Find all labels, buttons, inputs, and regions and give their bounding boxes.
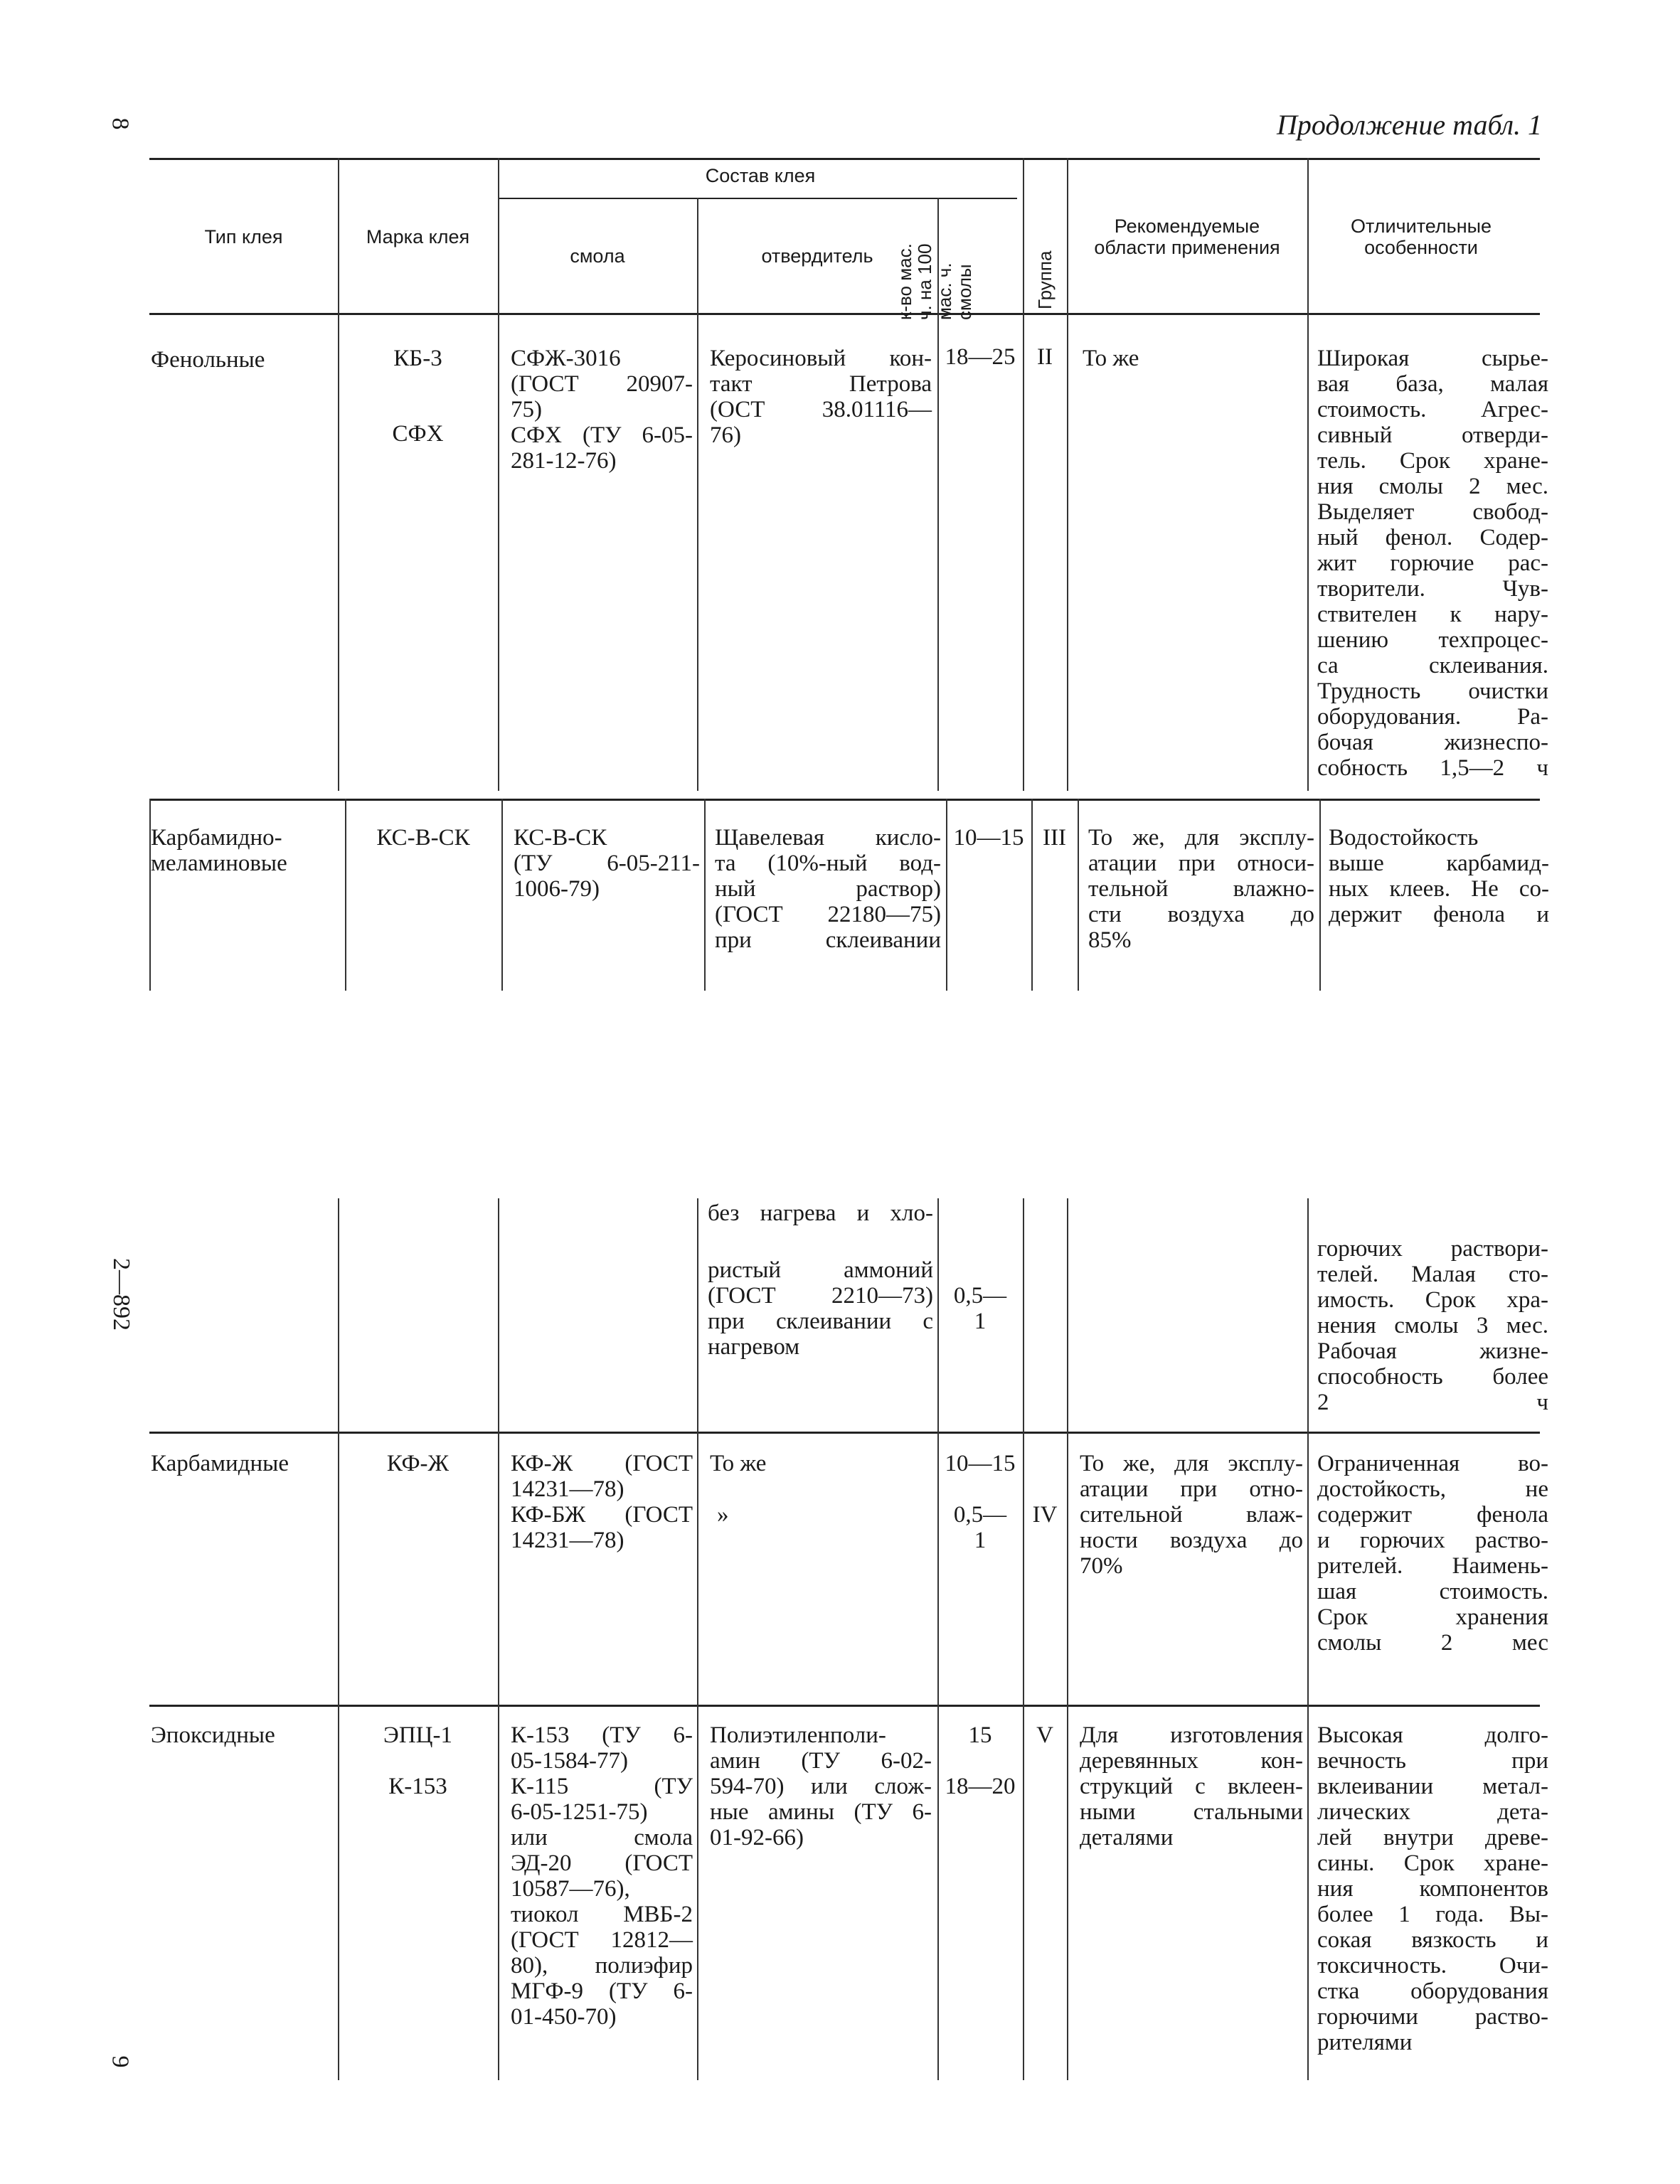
phenolic-brand-2: СФХ — [392, 421, 444, 447]
carb-resin: КФ-Ж (ГОСТ 14231—78) КФ-БЖ (ГОСТ 14231—78) — [511, 1451, 693, 1553]
header-brand: Марка клея — [366, 226, 470, 247]
col-rule — [697, 198, 698, 791]
header-group: Группа — [1034, 250, 1056, 309]
col-rule — [704, 799, 706, 991]
col-rule — [1067, 1198, 1068, 2080]
cm-application: То же, для эксплу- атации при относи- тельной влажно- сти воздуха до 85% — [1088, 825, 1314, 953]
cont-hardener-2: ристый аммоний (ГОСТ 2210—73) при склеивании с нагревом — [708, 1257, 933, 1360]
cm-resin: КС-В-СК (ТУ 6-05-211- 1006-79) — [514, 825, 700, 902]
header-bottom-rule — [149, 313, 1540, 315]
phenolic-amount: 18—25 — [945, 344, 1016, 370]
epoxy-amount-1: 15 — [968, 1722, 992, 1748]
col-rule — [1319, 799, 1321, 991]
phenolic-brand-1: КБ-3 — [393, 346, 442, 371]
epoxy-features: Высокая долго- вечность при вклеивании метал- лических дета- лей внутри древе- сины. Срок хране- ния компонентов более 1 года. Вы- сокая вязкость и токсичность. Очи- стка оборудования горючими раство- рителями — [1317, 1722, 1548, 2055]
phenolic-application: То же — [1083, 346, 1139, 371]
epoxy-hardener: Полиэтиленполи- амин (ТУ 6-02- 594-70) или слож- ные амины (ТУ 6- 01-92-66) — [710, 1722, 932, 1850]
cm-amount: 10—15 — [953, 825, 1024, 851]
row-rule-1 — [149, 799, 1540, 801]
page-number-top: 8 — [107, 117, 134, 130]
epoxy-group: V — [1036, 1722, 1053, 1748]
epoxy-type: Эпоксидные — [151, 1722, 275, 1748]
carb-features: Ограниченная во- достойкость, не содержит фенола и горючих раство- рителей. Наимень- шая стоимость. Срок хранения смолы 2 мес — [1317, 1451, 1548, 1656]
header-hardener: отвердитель — [761, 245, 873, 267]
header-amount: к-во мас. ч. на 100 мас. ч. смолы — [894, 243, 975, 320]
epoxy-brand-1: ЭПЦ-1 — [383, 1722, 452, 1748]
carb-amount-1: 10—15 — [945, 1451, 1016, 1476]
header-type: Тип клея — [204, 226, 283, 247]
header-resin: смола — [570, 245, 625, 267]
carb-hardener-1: То же — [710, 1451, 767, 1476]
cm-features: Водостойкость выше карбамид- ных клеев. Не со- держит фенола и — [1329, 825, 1549, 927]
cont-amount: 0,5— 1 — [953, 1283, 1007, 1334]
carb-group: IV — [1032, 1502, 1058, 1528]
col-rule — [338, 158, 339, 791]
cm-group: III — [1043, 825, 1066, 851]
col-rule — [1078, 799, 1079, 991]
table-top-rule — [149, 158, 1540, 160]
col-rule — [1023, 158, 1024, 791]
cm-type: Карбамидно- меламиновые — [151, 825, 287, 876]
epoxy-amount-2: 18—20 — [945, 1774, 1016, 1799]
phenolic-group: II — [1037, 344, 1053, 370]
col-rule — [338, 1198, 339, 2080]
cont-hardener-1: без нагрева и хло- — [708, 1200, 933, 1226]
row-rule-3 — [149, 1705, 1540, 1707]
cont-features: горючих раствори- телей. Малая сто- имость. Срок хра- нения смолы 3 мес. Рабочая жизне- способность более 2 ч — [1317, 1236, 1548, 1415]
carb-brand: КФ-Ж — [386, 1451, 450, 1476]
phenolic-type: Фенольные — [151, 347, 265, 373]
phenolic-resin: СФЖ-3016 (ГОСТ 20907- 75) СФХ (ТУ 6-05- 281-12-76) — [511, 346, 693, 474]
epoxy-brand-2: К-153 — [388, 1774, 447, 1799]
header-composition: Состав клея — [705, 165, 816, 186]
epoxy-application: Для изготовления деревянных кон- струкций с вклеен- ными стальными деталями — [1080, 1722, 1303, 1850]
composition-rule — [498, 198, 1017, 199]
phenolic-hardener: Керосиновый кон- такт Петрова (ОСТ 38.01116— 76) — [710, 346, 932, 448]
epoxy-resin: К-153 (ТУ 6- 05-1584-77) К-115 (ТУ 6-05-1251-75) или смола ЭД-20 (ГОСТ 10587—76), тиокол МВБ-2 (ГОСТ 12812— 80), полиэфир МГФ-9 (ТУ 6- 01-450-70) — [511, 1722, 693, 2030]
row-rule-2 — [149, 1432, 1540, 1434]
cm-hardener: Щавелевая кисло- та (10%-ный вод- ный раствор) (ГОСТ 22180—75) при склеивании — [715, 825, 941, 953]
page-number-bottom: 9 — [107, 2055, 134, 2068]
col-rule — [697, 1198, 698, 2080]
header-features: Отличительные особенности — [1350, 215, 1492, 258]
carb-amount-2: 0,5— 1 — [953, 1502, 1007, 1553]
col-rule — [1023, 1198, 1024, 2080]
col-rule — [1307, 1198, 1309, 2080]
carb-application: То же, для эксплу- атации при отно- сительной влаж- ности воздуха до 70% — [1080, 1451, 1303, 1579]
col-rule — [498, 1198, 499, 2080]
carb-hardener-2: » — [717, 1502, 729, 1528]
col-rule — [501, 799, 503, 991]
continuation-title: Продолжение табл. 1 — [1277, 109, 1543, 141]
phenolic-features: Широкая сырье- вая база, малая стоимость. Агрес- сивный отверди- тель. Срок хране- ния смолы 2 мес. Выделяет свобод- ный фенол. Содер- жит горючие рас- творители. Чув- ствителен к нару- шению техпроцес- са склеивания. Трудность очистки оборудования. Ра- бочая жизнеспо- собность 1,5—2 ч — [1317, 346, 1548, 781]
cm-brand: КС-В-СК — [376, 825, 470, 851]
side-mark: 2—892 — [108, 1258, 134, 1331]
carb-type: Карбамидные — [151, 1451, 289, 1476]
header-application: Рекомендуемые области применения — [1094, 215, 1280, 258]
